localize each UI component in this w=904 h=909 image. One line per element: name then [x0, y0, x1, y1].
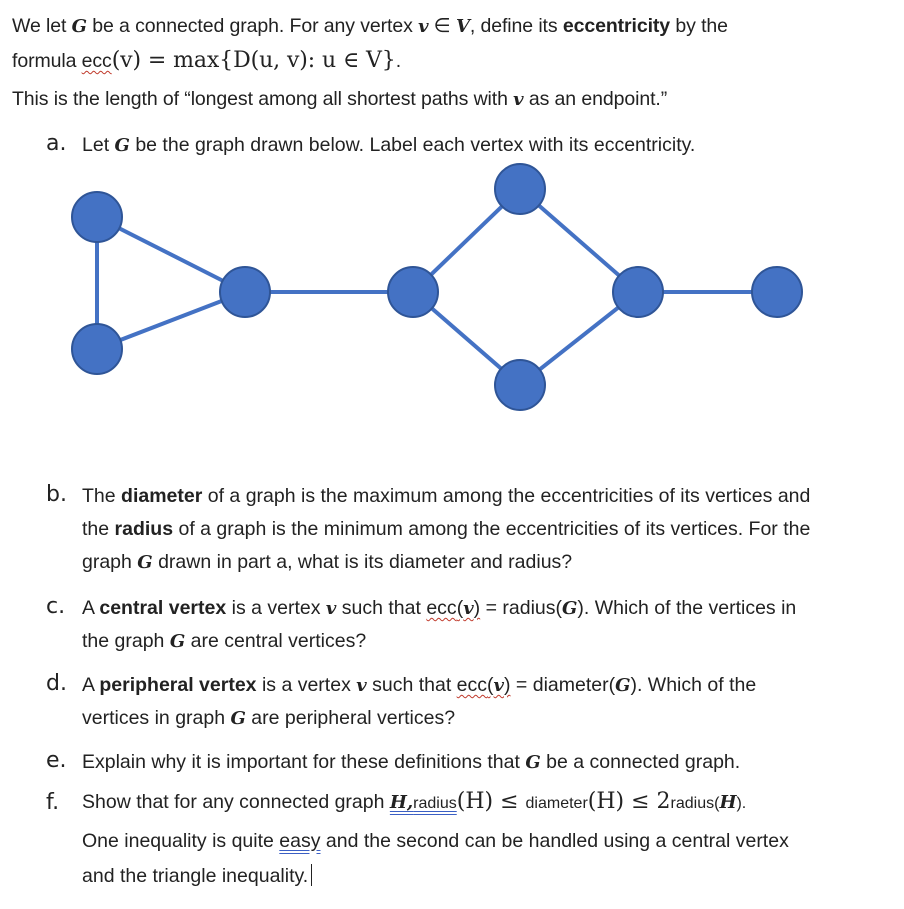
graph-vertex-dia-top [495, 164, 545, 214]
ecc-formula: (v) = max{D(u, v): u ∈ V} [111, 48, 396, 73]
text: A [82, 674, 100, 696]
text: = diameter( [510, 674, 616, 696]
item-f-label: f. [46, 790, 60, 815]
graph-vertex-dia-right [613, 267, 663, 317]
math-var: H, [389, 792, 414, 813]
diameter-word: diameter [525, 795, 588, 812]
math-var: v [356, 675, 367, 696]
text: of a graph is the minimum among the eccentricities of its vertices. For the [173, 518, 811, 540]
term-peripheral-vertex: peripheral vertex [99, 674, 257, 696]
item-d-line-2 [82, 707, 455, 730]
text: be the graph drawn below. Label each vertex with its eccentricity. [129, 134, 696, 156]
ecc-expr: ecc(v) [426, 597, 481, 619]
math-var: v [513, 89, 524, 110]
item-c-label: c. [46, 594, 66, 619]
math-var: G [561, 598, 578, 619]
item-f-line-1 [82, 789, 746, 814]
math-var: V [455, 16, 470, 37]
math-var: G [114, 135, 130, 156]
text: are peripheral vertices? [245, 707, 456, 729]
text: ). Which of the vertices in [577, 597, 797, 619]
graph-vertex-tri-right [220, 267, 270, 317]
graph-nodes [72, 164, 802, 410]
text: of a graph is the maximum among the eccentricities of its vertices and [202, 485, 811, 507]
ecc-word: ecc [456, 674, 488, 696]
text: is a vertex [226, 597, 326, 619]
math-var: v [418, 16, 429, 37]
text-cursor [311, 864, 312, 886]
text: be a connected graph. [540, 751, 741, 773]
text: the [82, 518, 115, 540]
text: vertices in graph [82, 707, 231, 729]
term-eccentricity: eccentricity [562, 15, 671, 37]
text: We let [12, 15, 72, 37]
item-d-line-1 [82, 674, 756, 697]
math-var: v [325, 598, 337, 619]
radius-word: radius [413, 795, 457, 812]
math-var: G [230, 708, 246, 729]
item-f-line-3 [82, 864, 312, 888]
math-var: G [615, 675, 631, 696]
math-expr: (H) ≤ 2 [587, 789, 671, 814]
text: , define its [469, 15, 563, 37]
easy-word: easy [279, 830, 321, 852]
graph-vertex-far-right [752, 267, 802, 317]
text: formula [12, 50, 82, 72]
text: drawn in part a, what is its diameter and radius? [152, 551, 573, 573]
graph-vertex-tri-top [72, 192, 122, 242]
item-f-line-2 [82, 830, 789, 853]
text: . [395, 50, 402, 72]
text: Explain why it is important for these definitions that [82, 751, 526, 773]
math-expr: (H) ≤ [456, 789, 526, 814]
math-var: G [137, 552, 153, 573]
term-radius: radius [114, 518, 174, 540]
text: One inequality is quite [82, 830, 280, 852]
text: such that [366, 674, 457, 696]
text: and the triangle inequality. [82, 865, 309, 887]
text: as an endpoint.” [523, 88, 668, 110]
text: = radius( [480, 597, 562, 619]
text: are central vertices? [185, 630, 367, 652]
item-d-label: d. [46, 671, 67, 696]
text: be a connected graph. For any vertex [86, 15, 419, 37]
item-b-line-3 [82, 551, 572, 574]
item-b-line-1 [82, 485, 810, 508]
ecc-word: ecc [426, 597, 457, 619]
text: A [82, 597, 100, 619]
item-c-line-2 [82, 630, 366, 653]
math-var: v [493, 675, 504, 696]
math-var: H [719, 792, 737, 813]
text: ). Which of the [630, 674, 757, 696]
term-central-vertex: central vertex [99, 597, 227, 619]
text: This is the length of “longest among all shortest paths with [12, 88, 514, 110]
text: Let [82, 134, 115, 156]
ecc-expr: ecc(v) [456, 674, 511, 696]
item-e-label: e. [46, 748, 67, 773]
term-diameter: diameter [121, 485, 203, 507]
math-var: G [71, 16, 87, 37]
item-c-line-1 [82, 597, 796, 620]
text: by the [670, 15, 728, 37]
text: graph [82, 551, 138, 573]
graph-vertex-mid-left [388, 267, 438, 317]
text: and the second can be handled using a central vertex [320, 830, 789, 852]
math-var: v [463, 598, 474, 619]
text: ). [736, 795, 747, 812]
radius-word: radius( [670, 795, 720, 812]
text: ∈ [428, 15, 456, 37]
ecc-word: ecc [81, 50, 112, 72]
graph-vertex-dia-bot [495, 360, 545, 410]
graph-vertex-tri-bot [72, 324, 122, 374]
text: is a vertex [256, 674, 357, 696]
item-b-label: b. [46, 482, 67, 507]
math-var: G [169, 631, 186, 652]
text: such that [336, 597, 427, 619]
item-a-label: a. [46, 131, 67, 156]
item-e-text [82, 751, 740, 774]
text: the graph [82, 630, 170, 652]
item-b-line-2 [82, 518, 810, 541]
text: The [82, 485, 122, 507]
math-var: G [525, 752, 541, 773]
text: Show that for any connected graph [82, 791, 390, 813]
